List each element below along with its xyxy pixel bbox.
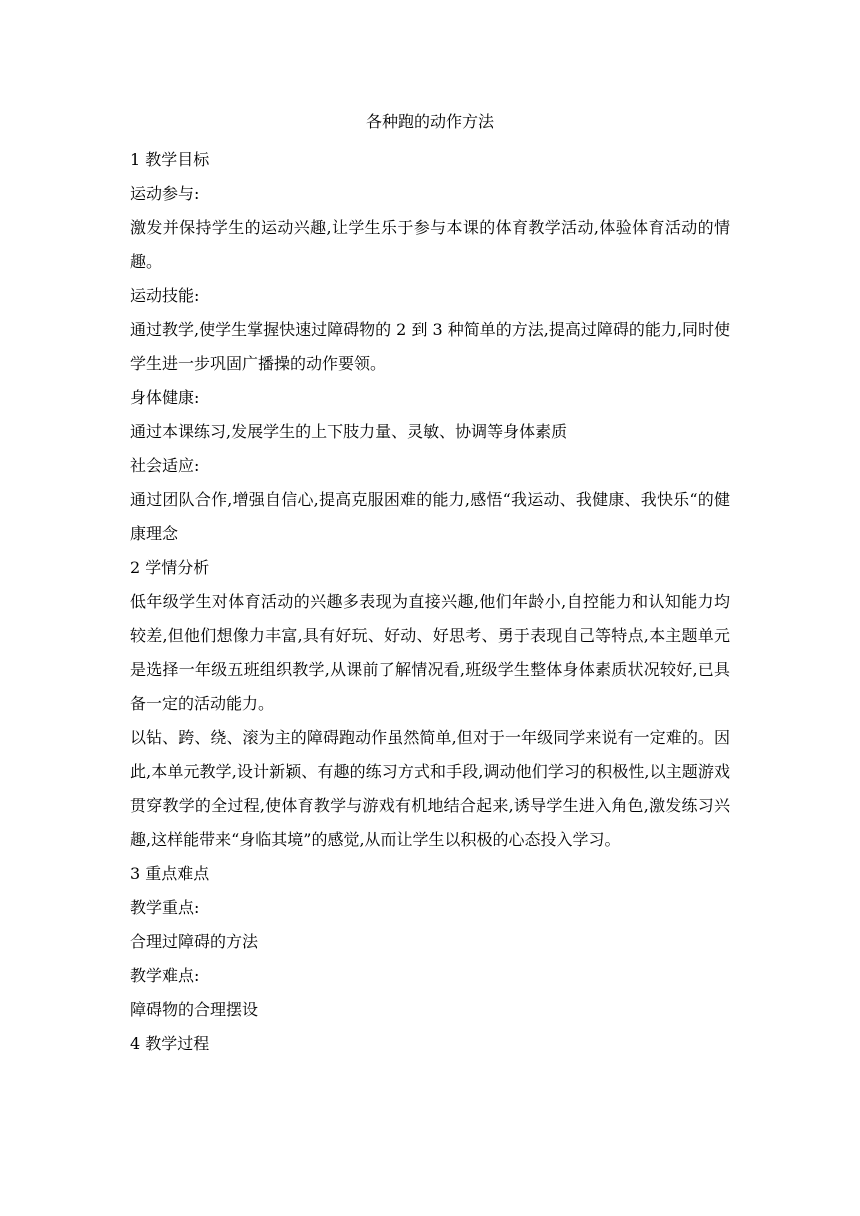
document-content	[130, 110, 730, 1061]
section-heading-objectives: 1 教学目标	[130, 150, 210, 169]
subheading-teaching-difficulty: 教学难点:	[130, 966, 200, 985]
paragraph-participation: 激发并保持学生的运动兴趣,让学生乐于参与本课的体育教学活动,体验体育活动的情趣。	[130, 218, 730, 271]
paragraph-analysis-2: 以钻、跨、绕、滚为主的障碍跑动作虽然简单,但对于一年级同学来说有一定难的。因此,本单元教学,设计新颖、有趣的练习方式和手段,调动他们学习的积极性,以主题游戏贯穿教学的全过程,使体育教学与游戏有机地结合起来,诱导学生进入角色,激发练习兴趣,这样能带来“身临其境”的感觉,从而让学生以积极的心态投入学习。	[130, 728, 730, 849]
paragraph-focus: 合理过障碍的方法	[130, 932, 259, 951]
subheading-social-adaptation: 社会适应:	[130, 456, 200, 475]
subheading-teaching-focus: 教学重点:	[130, 898, 200, 917]
paragraph-skills: 通过教学,使学生掌握快速过障碍物的 2 到 3 种简单的方法,提高过障碍的能力,同时使学生进一步巩固广播操的动作要领。	[130, 320, 730, 373]
subheading-physical-health: 身体健康:	[130, 388, 200, 407]
paragraph-difficulty: 障碍物的合理摆设	[130, 1000, 259, 1019]
section-heading-process: 4 教学过程	[130, 1034, 210, 1053]
section-heading-analysis: 2 学情分析	[130, 558, 210, 577]
paragraph-health: 通过本课练习,发展学生的上下肢力量、灵敏、协调等身体素质	[130, 422, 568, 441]
paragraph-social: 通过团队合作,增强自信心,提高克服困难的能力,感悟“我运动、我健康、我快乐“的健康理念	[130, 490, 730, 543]
subheading-sports-skills: 运动技能:	[130, 286, 200, 305]
paragraph-analysis-1: 低年级学生对体育活动的兴趣多表现为直接兴趣,他们年龄小,自控能力和认知能力均较差,但他们想像力丰富,具有好玩、好动、好思考、勇于表现自己等特点,本主题单元是选择一年级五班组织教学,从课前了解情况看,班级学生整体身体素质状况较好,已具备一定的活动能力。	[130, 592, 730, 713]
subheading-sports-participation: 运动参与:	[130, 184, 200, 203]
section-heading-key-points: 3 重点难点	[130, 864, 210, 883]
document-title: 各种跑的动作方法	[365, 112, 494, 131]
